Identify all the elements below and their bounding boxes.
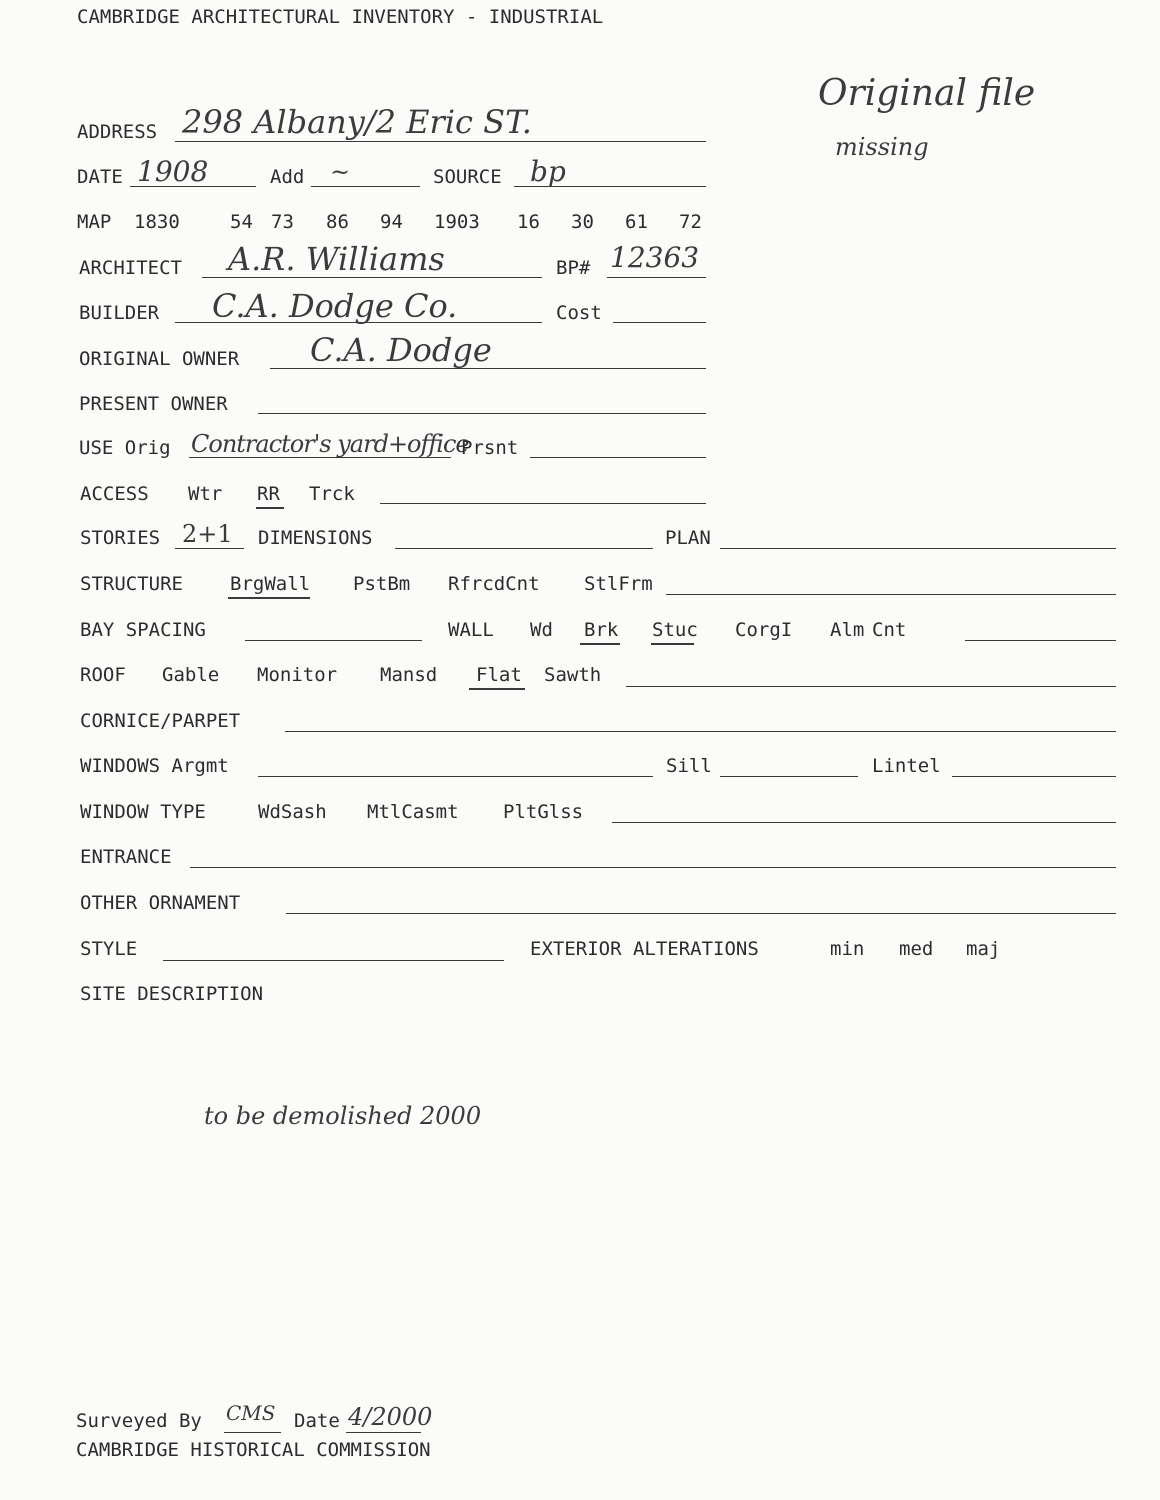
map-year: 86 [326, 211, 349, 233]
roof-option: Mansd [380, 664, 438, 686]
dimensions-label: DIMENSIONS [258, 527, 373, 549]
bp-label: BP# [556, 257, 591, 279]
entrance-label: ENTRANCE [80, 846, 172, 868]
cost-line [613, 322, 706, 323]
alteration-option: med [899, 938, 934, 960]
map-year: 72 [679, 211, 702, 233]
survey-date-value: 4/2000 [348, 1403, 433, 1431]
window-type-option: WdSash [258, 801, 327, 823]
roof-option: Monitor [257, 664, 338, 686]
map-year: 54 [230, 211, 253, 233]
map-year: 30 [571, 211, 594, 233]
add-line [311, 186, 420, 187]
lintel-line [952, 776, 1116, 777]
alteration-option: maj [966, 938, 1001, 960]
style-label: STYLE [80, 938, 138, 960]
plan-label: PLAN [665, 527, 711, 549]
wall-line [965, 640, 1116, 641]
other-ornament-label: OTHER ORNAMENT [80, 892, 241, 914]
bay-spacing-line [245, 640, 422, 641]
structure-option: StlFrm [584, 573, 653, 595]
map-year: 1903 [434, 211, 480, 233]
use-present-line [530, 457, 706, 458]
entrance-line [190, 867, 1116, 868]
builder-value: C.A. Dodge Co. [212, 287, 458, 325]
wall-brk-underline [580, 643, 620, 645]
stories-line [175, 548, 244, 549]
architect-value: A.R. Williams [228, 240, 445, 278]
structure-line [666, 594, 1116, 595]
survey-date-label: Date [294, 1410, 340, 1432]
map-year: 73 [271, 211, 294, 233]
surveyed-by-label: Surveyed By [76, 1410, 202, 1432]
address-label: ADDRESS [77, 121, 158, 143]
wall-option: Wd [530, 619, 553, 641]
form-title: CAMBRIDGE ARCHITECTURAL INVENTORY - INDUSTRIAL [77, 6, 604, 28]
map-year: 1830 [134, 211, 180, 233]
roof-option-selected: Flat [476, 664, 522, 686]
surveyed-by-line [224, 1432, 281, 1433]
survey-date-line [346, 1432, 421, 1433]
plan-line [720, 548, 1116, 549]
structure-brgwall-underline [228, 597, 310, 599]
structure-label: STRUCTURE [80, 573, 183, 595]
address-line [175, 141, 706, 142]
surveyed-by-value: CMS [226, 1401, 276, 1425]
bp-line [607, 277, 706, 278]
access-option-selected: RR [257, 483, 280, 505]
map-label: MAP [77, 211, 112, 233]
dimensions-line [395, 548, 653, 549]
exterior-alterations-label: EXTERIOR ALTERATIONS [530, 938, 759, 960]
access-line [380, 503, 706, 504]
structure-option-selected: BrgWall [230, 573, 311, 595]
date-value: 1908 [137, 155, 209, 188]
use-orig-value: Contractor's yard+office [191, 430, 469, 458]
window-type-option: MtlCasmt [367, 801, 459, 823]
commission-name: CAMBRIDGE HISTORICAL COMMISSION [76, 1439, 431, 1461]
use-present-label: Prsnt [461, 437, 519, 459]
access-rr-underline [256, 507, 284, 509]
other-ornament-line [286, 913, 1116, 914]
wall-label: WALL [448, 619, 494, 641]
sill-line [720, 776, 858, 777]
cornice-label: CORNICE/PARPET [80, 710, 241, 732]
wall-stuc-underline [651, 643, 694, 645]
roof-label: ROOF [80, 664, 126, 686]
window-type-label: WINDOW TYPE [80, 801, 206, 823]
present-owner-line [258, 413, 706, 414]
access-option: Trck [309, 483, 355, 505]
margin-note-line2: missing [835, 133, 929, 161]
wall-option-selected: Stuc [652, 619, 698, 641]
cost-label: Cost [556, 302, 602, 324]
use-label: USE Orig [79, 437, 171, 459]
windows-label: WINDOWS Argmt [80, 755, 229, 777]
stories-label: STORIES [80, 527, 161, 549]
stories-value: 2+1 [182, 520, 233, 548]
roof-option: Gable [162, 664, 220, 686]
map-year: 94 [380, 211, 403, 233]
structure-option: PstBm [353, 573, 411, 595]
style-line [163, 960, 504, 961]
site-description-note: to be demolished 2000 [204, 1102, 482, 1130]
date-label: DATE [77, 166, 123, 188]
add-label: Add [270, 166, 305, 188]
roof-flat-underline [469, 688, 525, 690]
sill-label: Sill [666, 755, 712, 777]
structure-option: RfrcdCnt [448, 573, 540, 595]
source-value: bp [530, 155, 566, 188]
wall-option: CorgI [735, 619, 793, 641]
windows-argmt-line [258, 776, 653, 777]
wall-option: Alm [830, 619, 865, 641]
original-owner-value: C.A. Dodge [310, 331, 492, 369]
bp-value: 12363 [610, 241, 700, 274]
margin-note-line1: Original file [818, 73, 1036, 114]
address-value: 298 Albany/2 Eric ST. [182, 103, 532, 141]
access-label: ACCESS [80, 483, 149, 505]
source-label: SOURCE [433, 166, 502, 188]
window-type-option: PltGlss [503, 801, 584, 823]
wall-option-selected: Brk [584, 619, 619, 641]
map-year: 16 [517, 211, 540, 233]
map-year: 61 [625, 211, 648, 233]
original-owner-label: ORIGINAL OWNER [79, 348, 240, 370]
access-option: Wtr [188, 483, 223, 505]
add-value: ~ [330, 158, 351, 186]
roof-option: Sawth [544, 664, 602, 686]
wall-option: Cnt [872, 619, 907, 641]
window-type-line [612, 822, 1116, 823]
lintel-label: Lintel [872, 755, 941, 777]
roof-line [626, 686, 1116, 687]
alteration-option: min [830, 938, 865, 960]
bay-spacing-label: BAY SPACING [80, 619, 206, 641]
site-description-label: SITE DESCRIPTION [80, 983, 264, 1005]
present-owner-label: PRESENT OWNER [79, 393, 228, 415]
architect-label: ARCHITECT [79, 257, 182, 279]
cornice-line [285, 731, 1116, 732]
builder-label: BUILDER [79, 302, 160, 324]
